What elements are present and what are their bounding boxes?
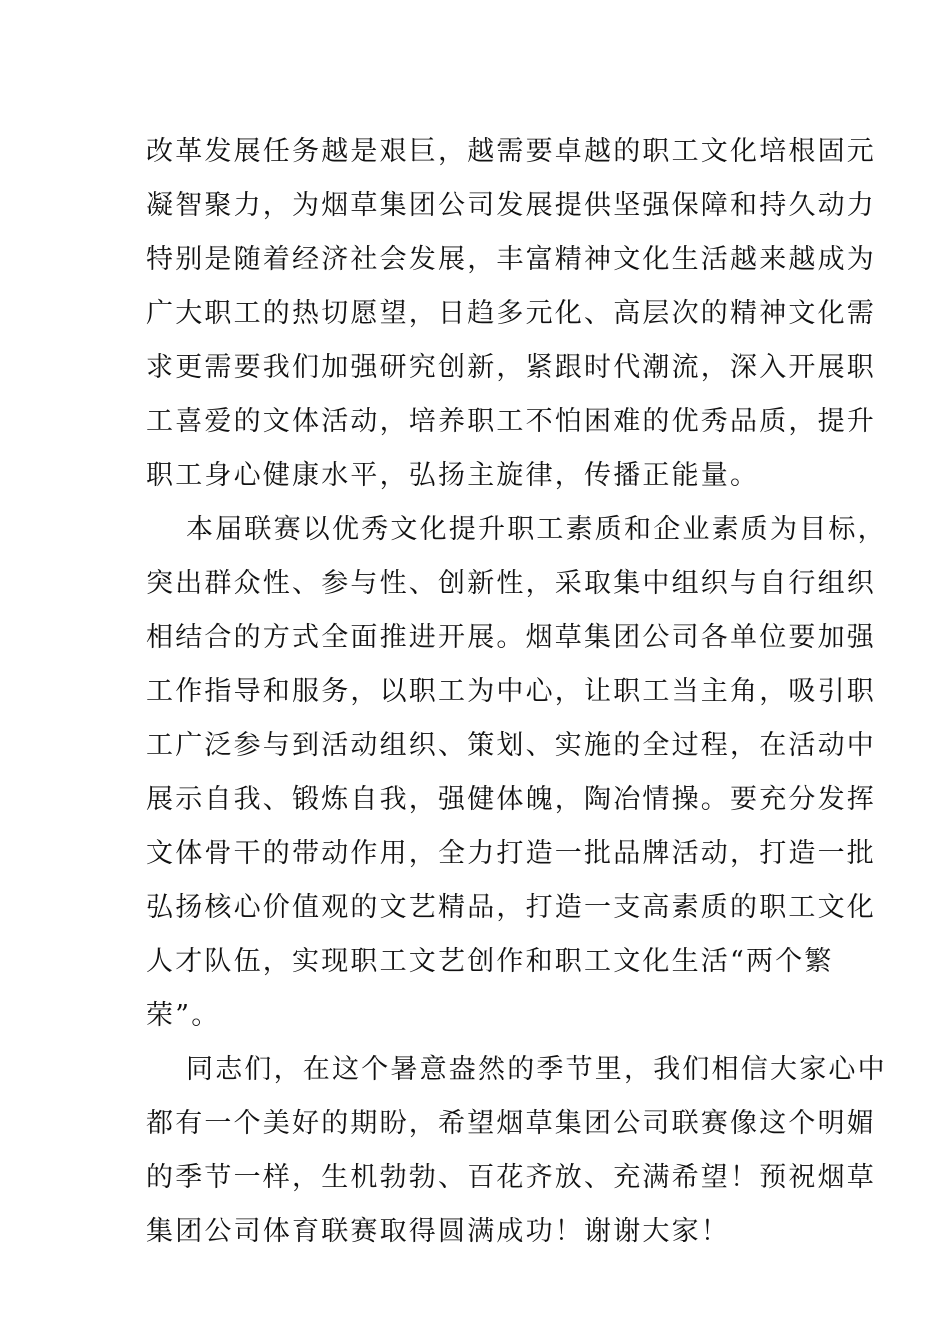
text-line: 求更需要我们加强研究创新，紧跟时代潮流，深入开展职 (146, 352, 876, 383)
text-line: 工广泛参与到活动组织、策划、实施的全过程，在活动中 (146, 730, 876, 761)
text-line: 相结合的方式全面推进开展。烟草集团公司各单位要加强 (146, 622, 876, 653)
text-line: 工作指导和服务，以职工为中心，让职工当主角，吸引职 (146, 676, 876, 707)
text-line: 职工身心健康水平，弘扬主旋律，传播正能量。 (146, 460, 760, 491)
text-line: 凝智聚力，为烟草集团公司发展提供坚强保障和持久动力 (146, 190, 876, 221)
text-line: 广大职工的热切愿望，日趋多元化、高层次的精神文化需 (146, 298, 876, 329)
text-line: 突出群众性、参与性、创新性，采取集中组织与自行组织 (146, 568, 876, 599)
text-line: 展示自我、锻炼自我，强健体魄，陶冶情操。要充分发挥 (146, 784, 876, 815)
paragraph-league-goals (146, 503, 887, 1043)
paragraph-closing-remarks (146, 1043, 887, 1259)
text-line: 集团公司体育联赛取得圆满成功！谢谢大家！ (146, 1216, 730, 1247)
text-line: 文体骨干的带动作用，全力打造一批品牌活动，打造一批 (146, 838, 876, 869)
text-line: 工喜爱的文体活动，培养职工不怕困难的优秀品质，提升 (146, 406, 876, 437)
document-body (146, 125, 887, 1259)
text-line: 弘扬核心价值观的文艺精品，打造一支高素质的职工文化 (146, 892, 876, 923)
text-line: 都有一个美好的期盼，希望烟草集团公司联赛像这个明媚 (146, 1108, 876, 1139)
text-line: 特别是随着经济社会发展，丰富精神文化生活越来越成为 (146, 244, 876, 275)
text-line: 荣”。 (146, 1000, 221, 1031)
text-line: 同志们，在这个暑意盎然的季节里，我们相信大家心中 (186, 1054, 887, 1085)
text-line: 本届联赛以优秀文化提升职工素质和企业素质为目标， (186, 514, 887, 545)
text-line: 的季节一样，生机勃勃、百花齐放、充满希望！预祝烟草 (146, 1162, 876, 1193)
text-line: 改革发展任务越是艰巨，越需要卓越的职工文化培根固元 (146, 136, 876, 167)
paragraph-reform-development (146, 125, 876, 503)
text-line: 人才队伍，实现职工文艺创作和职工文化生活“两个繁 (146, 946, 834, 977)
